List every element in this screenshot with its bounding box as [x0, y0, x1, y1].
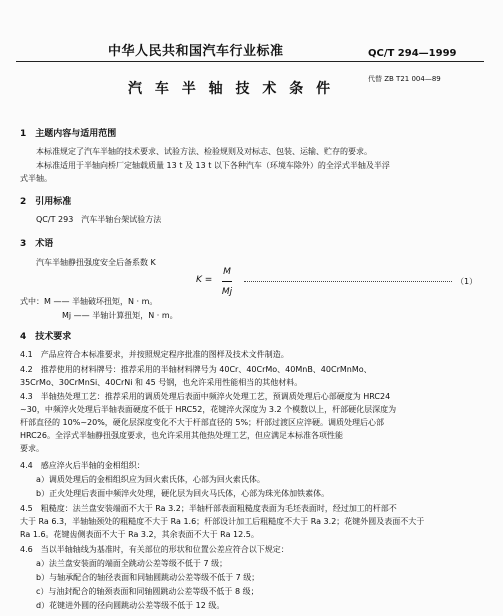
clause-4-3-line-3: 杆部直径的 10%~20%，硬化层深度变化不大于杆部直径的 5%；杆部过渡区应淬硬。调质处理后心部 — [20, 418, 385, 427]
formula-denominator: Mj — [221, 287, 233, 297]
reference-standard: QC/T 293 汽车半轴台架试验方法 — [36, 215, 162, 224]
clause-4-4-b: b）正火处理后表面中频淬火处理，硬化层为回火马氏体，心部为珠光体加铁素体。 — [36, 489, 330, 498]
replaces-note: 代替 ZB T21 004—89 — [368, 75, 441, 83]
section-3-heading: 3 术语 — [20, 239, 54, 249]
standard-number: QC/T 294—1999 — [368, 48, 457, 59]
clause-4-5-line-2: 大于 Ra 6.3，半轴轴颈处的粗糙度不大于 Ra 1.6；杆部设计加工后粗糙度不大于 Ra 3.2；花键外圆及表面不大于 — [20, 517, 425, 526]
header-rule — [16, 61, 484, 62]
where-clause-2: Mj —— 半轴计算扭矩，N · m。 — [62, 311, 178, 320]
clause-4-6-d: d）花键进外圆的径向圆跳动公差等级不低于 12 级。 — [36, 601, 225, 610]
formula-numerator: M — [223, 267, 231, 277]
section-1-para-1: 本标准规定了汽车半轴的技术要求、试验方法、检验规则及对标志、包装、运输、贮存的要求。 — [36, 147, 372, 156]
fraction-bar — [222, 281, 232, 282]
section-4-heading: 4 技术要求 — [20, 332, 72, 342]
clause-4-1: 4.1 产品应符合本标准要求，并按照规定程序批准的图样及技术文件制造。 — [20, 350, 289, 359]
clause-4-4: 4.4 感应淬火后半轴的金相组织： — [20, 461, 145, 470]
where-clause-1: 式中：M —— 半轴破坏扭矩，N · m。 — [20, 297, 158, 306]
term-definition: 汽车半轴静扭强度安全后备系数 K — [36, 258, 156, 267]
section-1-heading: 1 主题内容与适用范围 — [20, 129, 117, 139]
formula-fraction — [220, 267, 234, 297]
clause-4-4-a: a）调质处理后的金相组织应为回火索氏体，心部为回火索氏体。 — [36, 475, 265, 484]
clause-4-2-line-2: 35CrMo、30CrMnSi、40CrNi 和 45 号钢，也允许采用性能相当的其他材料。 — [20, 378, 303, 387]
clause-4-6-c: c）与油封配合的轴颈表面和同轴圆跳动公差等级不低于 8 级； — [36, 587, 259, 596]
section-1-para-2a: 本标准适用于半轴向桥厂定轴载质量 13 t 及 13 t 以下各种汽车（环境车除外）的全浮式半轴及半浮 — [36, 161, 390, 170]
clause-4-3-line-4: HRC26。全浮式半轴静扭强度要求，也允许采用其他热处理工艺，但应满足本标准各项性能 — [20, 431, 343, 440]
document-title: 汽 车 半 轴 技 术 条 件 — [128, 81, 335, 97]
formula-leader — [244, 281, 452, 282]
industry-standard-title: 中华人民共和国汽车行业标准 — [108, 44, 284, 59]
clause-4-3-line-1: 4.3 半轴热处理工艺：推荐采用的调质处理后表面中频淬火处理工艺，预调质处理后心部硬度为 HRC24 — [20, 392, 391, 401]
formula-lhs: K = — [196, 275, 213, 285]
section-1-para-2b: 式半轴。 — [20, 174, 52, 183]
clause-4-3-line-2: ~30，中频淬火处理后半轴表面硬度不低于 HRC52，花键淬火深度为 3.2 个模数以上，杆部硬化层深度为 — [20, 405, 397, 414]
clause-4-6-a: a）法兰盘安装面的端面全跳动公差等级不低于 7 级； — [36, 559, 228, 568]
clause-4-5-line-1: 4.5 粗糙度：法兰盘安装端面不大于 Ra 3.2；半轴杆部表面粗糙度表面为毛坯表面时，经过加工的杆部不 — [20, 504, 397, 513]
clause-4-6: 4.6 当以半轴轴线为基准时，有关部位的形状和位置公差应符合以下规定： — [20, 545, 289, 554]
clause-4-2-line-1: 4.2 推荐使用的材料牌号：推荐采用的半轴材料牌号为 40Cr、40CrMo、40MnB、40CrMnMo、 — [20, 365, 372, 374]
clause-4-6-b: b）与轴承配合的轴径表面和同轴圆跳动公差等级不低于 7 级； — [36, 573, 260, 582]
clause-4-3-line-5: 要求。 — [20, 444, 44, 453]
clause-4-5-line-3: Ra 1.6。花键齿侧表面不大于 Ra 3.2，其余表面不大于 Ra 12.5。 — [20, 530, 259, 539]
section-2-heading: 2 引用标准 — [20, 197, 72, 207]
formula-number: （1） — [456, 277, 478, 286]
